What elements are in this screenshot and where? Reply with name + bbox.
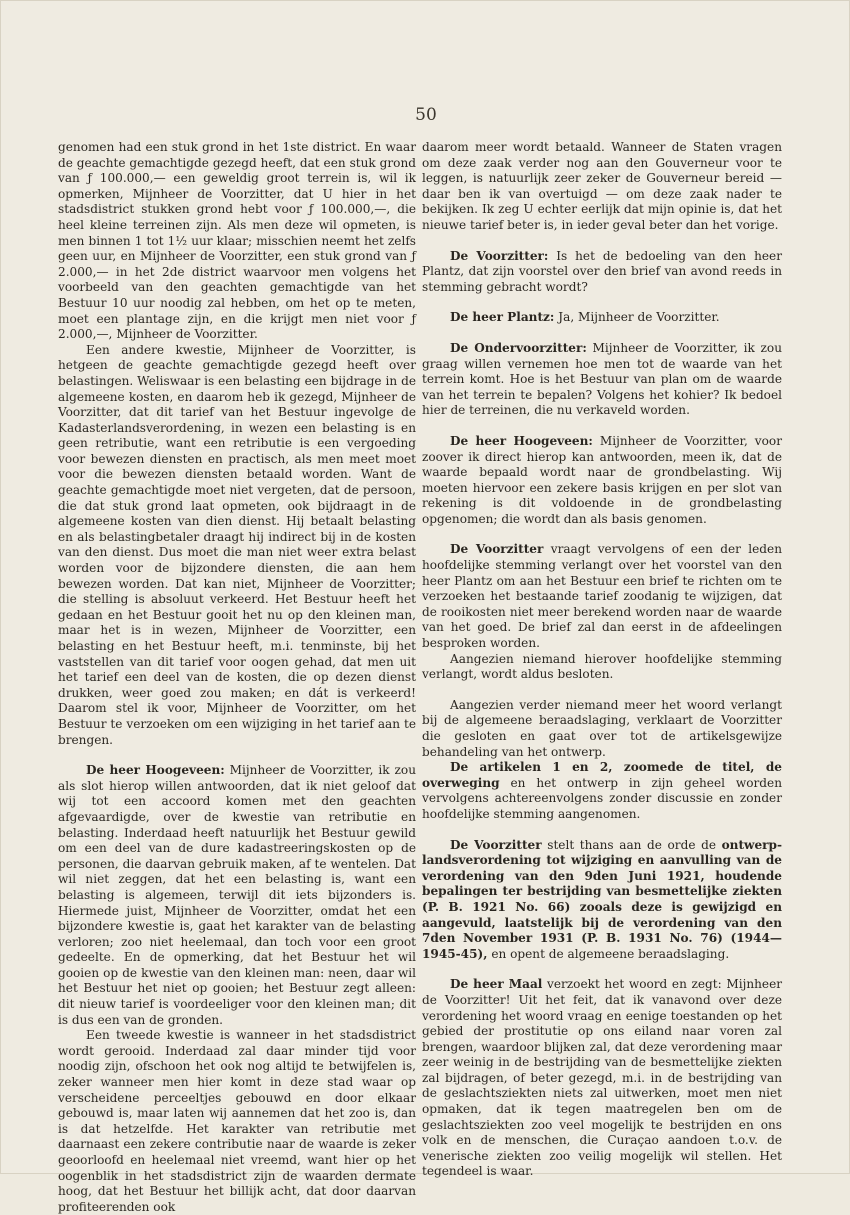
speaker-name: De heer Hoogeveen: (86, 763, 225, 778)
paragraph: Een andere kwestie, Mijnheer de Voorzitter, is hetgeen de geachte gemachtigde gezegd heeft over belastingen. Weliswaar is een belasting een bijdrage in de algemeene kosten, en daarom heb ik gezegd, Mijnheer de Voorzitter, dat dit tarief van het Bestuur ingevolge de Kadasterlandsverordening, in wezen een belasting is en geen retributie, want een retributie is een vergoeding voor bewezen diensten en practisch, als men meet moet voor die bewezen diensten betaald worden. Want de geachte gemachtigde moet niet vergeten, dat de persoon, die dat stuk grond laat opmeten, ook bijdraagt in de algemeene kosten van dien dienst. Hij betaalt belasting en als belastingbetaler draagt hij indirect bij in de kosten van den dienst. Dus moet die man niet weer extra belast worden voor de bijzondere diensten, die aan hem bewezen worden. Dat kan niet, Mijnheer de Voorzitter; die stelling is absoluut verkeerd. Het Bestuur heeft het gedaan en het Bestuur gooit het nu op den kleinen man, maar het is in wezen, Mijnheer de Voorzitter, een belasting en het Bestuur heeft, m.i. tenminste, bij het vaststellen van dit tarief voor oogen gehad, dat men uit het tarief een deel van de kosten, die op dezen dienst drukken, weer goed zou maken; en dát is verkeerd! Daarom stel ik voor, Mijnheer de Voorzitter, om het Bestuur te verzoeken om een wijziging in het tarief aan te brengen. (58, 342, 416, 747)
paragraph-text: en opent de algemeene beraadslaging. (491, 946, 730, 961)
left-column (58, 140, 416, 1215)
paragraph (58, 763, 416, 1028)
paragraph: Aangezien verder niemand meer het woord verlangt bij de algemeene beraadslaging, verklaart de Voorzitter die gesloten en gaat over tot de artikelsgewijze behandeling van het ontwerp. (422, 697, 782, 759)
paragraph (422, 977, 782, 1180)
paragraph (422, 838, 782, 963)
paragraph: Een tweede kwestie is wanneer in het stadsdistrict wordt gerooid. Inderdaad zal daar minder tijd voor noodig zijn, ofschoon het ook nog altijd te betwijfelen is, zeker wanneer men hier komt in deze stad waar op verscheidene perceeltjes gebouwd en door elkaar gebouwd is, maar laten wij aannemen dat het zoo is, dan is dat hetzelfde. Het karakter van retributie met daarnaast een zekere contributie naar de waarde is zeker geoorloofd en heelemaal niet vreemd, want hier op het oogenblik in het stadsdistrict zijn de waarden dermate hoog, dat het Bestuur het billijk acht, dat door daarvan profiteerenden ook (58, 1028, 416, 1214)
speaker-name: De Voorzitter (450, 542, 544, 557)
paragraph: genomen had een stuk grond in het 1ste district. En waar de geachte gemachtigde gezegd heeft, dat een stuk grond van ƒ 100.000,— een geweldig groot terrein is, wil ik opmerken, Mijnheer de Voorzitter, dat U hier in het stadsdistrict stukken grond hebt voor ƒ 100.000,—, die heel kleine terreinen zijn. Als men deze wil opmeten, is men binnen 1 tot 1½ uur klaar; misschien neemt het zelfs geen uur, en Mijnheer de Voorzitter, een stuk grond van ƒ 2.000,— in het 2de district waarvoor men volgens het voorbeeld van den geachten gemachtigde van het Bestuur 10 uur noodig zal hebben, om het op te meten, moet een plantage zijn, en die krijgt men niet voor ƒ 2.000,—, Mijnheer de Voorzitter. (58, 140, 416, 342)
paragraph-text: Mijnheer de Voorzitter, ik zou als slot hierop willen antwoorden, dat ik niet geloof dat wij tot een accoord komen met den geachten afgevaardigde, over de kwestie van retributie en belasting. Inderdaad heeft natuurlijk het Bestuur gewild om een deel van de dure kadastreeringskosten op de personen, die daarvan gebruik maken, af te wentelen. Dat wil niet zeggen, dat het een belasting is, want een belasting is algemeen, terwijl dit iets bijzonders is. Hiermede juist, Mijnheer de Voorzitter, omdat het een bijzondere kwestie is, gaat het karakter van de belasting verloren; zoo niet heelemaal, dan toch voor een groot gedeelte. En de opmerking, dat het Bestuur het wil gooien op de kwestie van den kleinen man: neen, daar wil het Bestuur het niet op gooien; het Bestuur zegt alleen: dit nieuw tarief is voordeeliger voor den kleinen man; dit is dus een van de gronden. (58, 763, 416, 1027)
paragraph: Aangezien niemand hierover hoofdelijke stemming verlangt, wordt aldus besloten. (422, 651, 782, 682)
speaker-name: De Voorzitter: (450, 248, 549, 263)
paragraph (422, 434, 782, 528)
paragraph-text: Ja, Mijnheer de Voorzitter. (558, 310, 720, 325)
paragraph-text: Mijnheer de Voorzitter, voor zoover ik direct hierop kan antwoorden, meen ik, dat de waarde bepaald wordt naar de grondbelasting. Wij moeten hiervoor een zekere basis krijgen en per slot van rekening is dit voldoende in de grondbelasting opgenomen; die wordt dan als basis genomen. (422, 433, 782, 526)
speaker-name: De heer Maal (450, 977, 543, 992)
paragraph-text: Mijnheer de Voorzitter, ik zou graag willen vernemen hoe men tot de waarde van het terrein komt. Hoe is het Bestuur van plan om de waarde van het terrein te bepalen? Volgens het kohier? Ik bedoel hier de terreinen, die nu verkaveld worden. (422, 340, 782, 418)
paragraph (422, 542, 782, 651)
speaker-name: De heer Hoogeveen: (450, 433, 593, 448)
paragraph: daarom meer wordt betaald. Wanneer de Staten vragen om deze zaak verder nog aan den Gouverneur voor te leggen, is natuurlijk zeer zeker de Gouverneur bereid — daar ben ik van overtuigd — om deze zaak nader te bekijken. Ik zeg U echter eerlijk dat mijn opinie is, dat het nieuwe tarief beter is, in ieder geval beter dan het vorige. (422, 140, 782, 232)
speaker-name: De Ondervoorzitter: (450, 340, 587, 355)
speaker-name: De Voorzitter (450, 837, 542, 852)
bold-text: ontwerp-landsverordening tot wijziging en aanvulling van de verordening van den 9den Juni 1921, houdende bepalingen ter bestrijding van besmettelijke ziekten (P. B. 1921 No. 66) zooals deze is gewijzigd en aangevuld, laatstelijk bij de verordening van den 7den November 1931 (P. B. 1931 No. 76) (1944—1945-45), (422, 837, 782, 961)
paragraph-text: Is het de bedoeling van den heer Plantz, dat zijn voorstel over den brief van avond reeds in stemming gebracht wordt? (422, 248, 782, 294)
bold-text: De artikelen 1 en 2, zoomede de titel, de overweging (422, 760, 782, 790)
paragraph (422, 310, 782, 326)
speaker-name: De heer Plantz: (450, 310, 555, 325)
page-number: 50 (415, 105, 437, 125)
paragraph (422, 760, 782, 822)
right-column (422, 140, 782, 1180)
paragraph (422, 341, 782, 419)
paragraph-text: verzoekt het woord en zegt: Mijnheer de Voorzitter! Uit het feit, dat ik vanavond over deze verordening het woord vraag en eenige toestanden op het gebied der prostitutie op ons eiland naar voren zal brengen, waardoor blijken zal, dat deze verordening maar zeer weinig in de bestrijding van de besmettelijke ziekten zal bijdragen, of beter gezegd, m.i. in de bestrijding van de geslachtsziekten niets zal uitwerken, moet men niet opmaken, dat ik tegen maatregelen ben om de geslachtsziekten zoo veel mogelijk te bestrijden en ons volk en de menschen, die Curaçao aandoen t.o.v. de venerische ziekten zoo veilig mogelijk wil stellen. Het tegendeel is waar. (422, 977, 783, 1179)
paragraph-text: en het ontwerp in zijn geheel worden vervolgens achtereenvolgens zonder discussie en zonder hoofdelijke stemming aangenomen. (422, 775, 782, 821)
paragraph-text: vraagt vervolgens of een der leden hoofdelijke stemming verlangt over het voorstel van den heer Plantz om aan het Bestuur een brief te richten om te verzoeken het bestaande tarief zoodanig te wijzigen, dat de rooikosten niet meer berekend worden naar de waarde van het goed. De brief zal dan eerst in de afdeelingen besproken worden. (422, 542, 782, 651)
paragraph (422, 249, 782, 296)
paragraph-text: stelt thans aan de orde de (547, 837, 716, 852)
